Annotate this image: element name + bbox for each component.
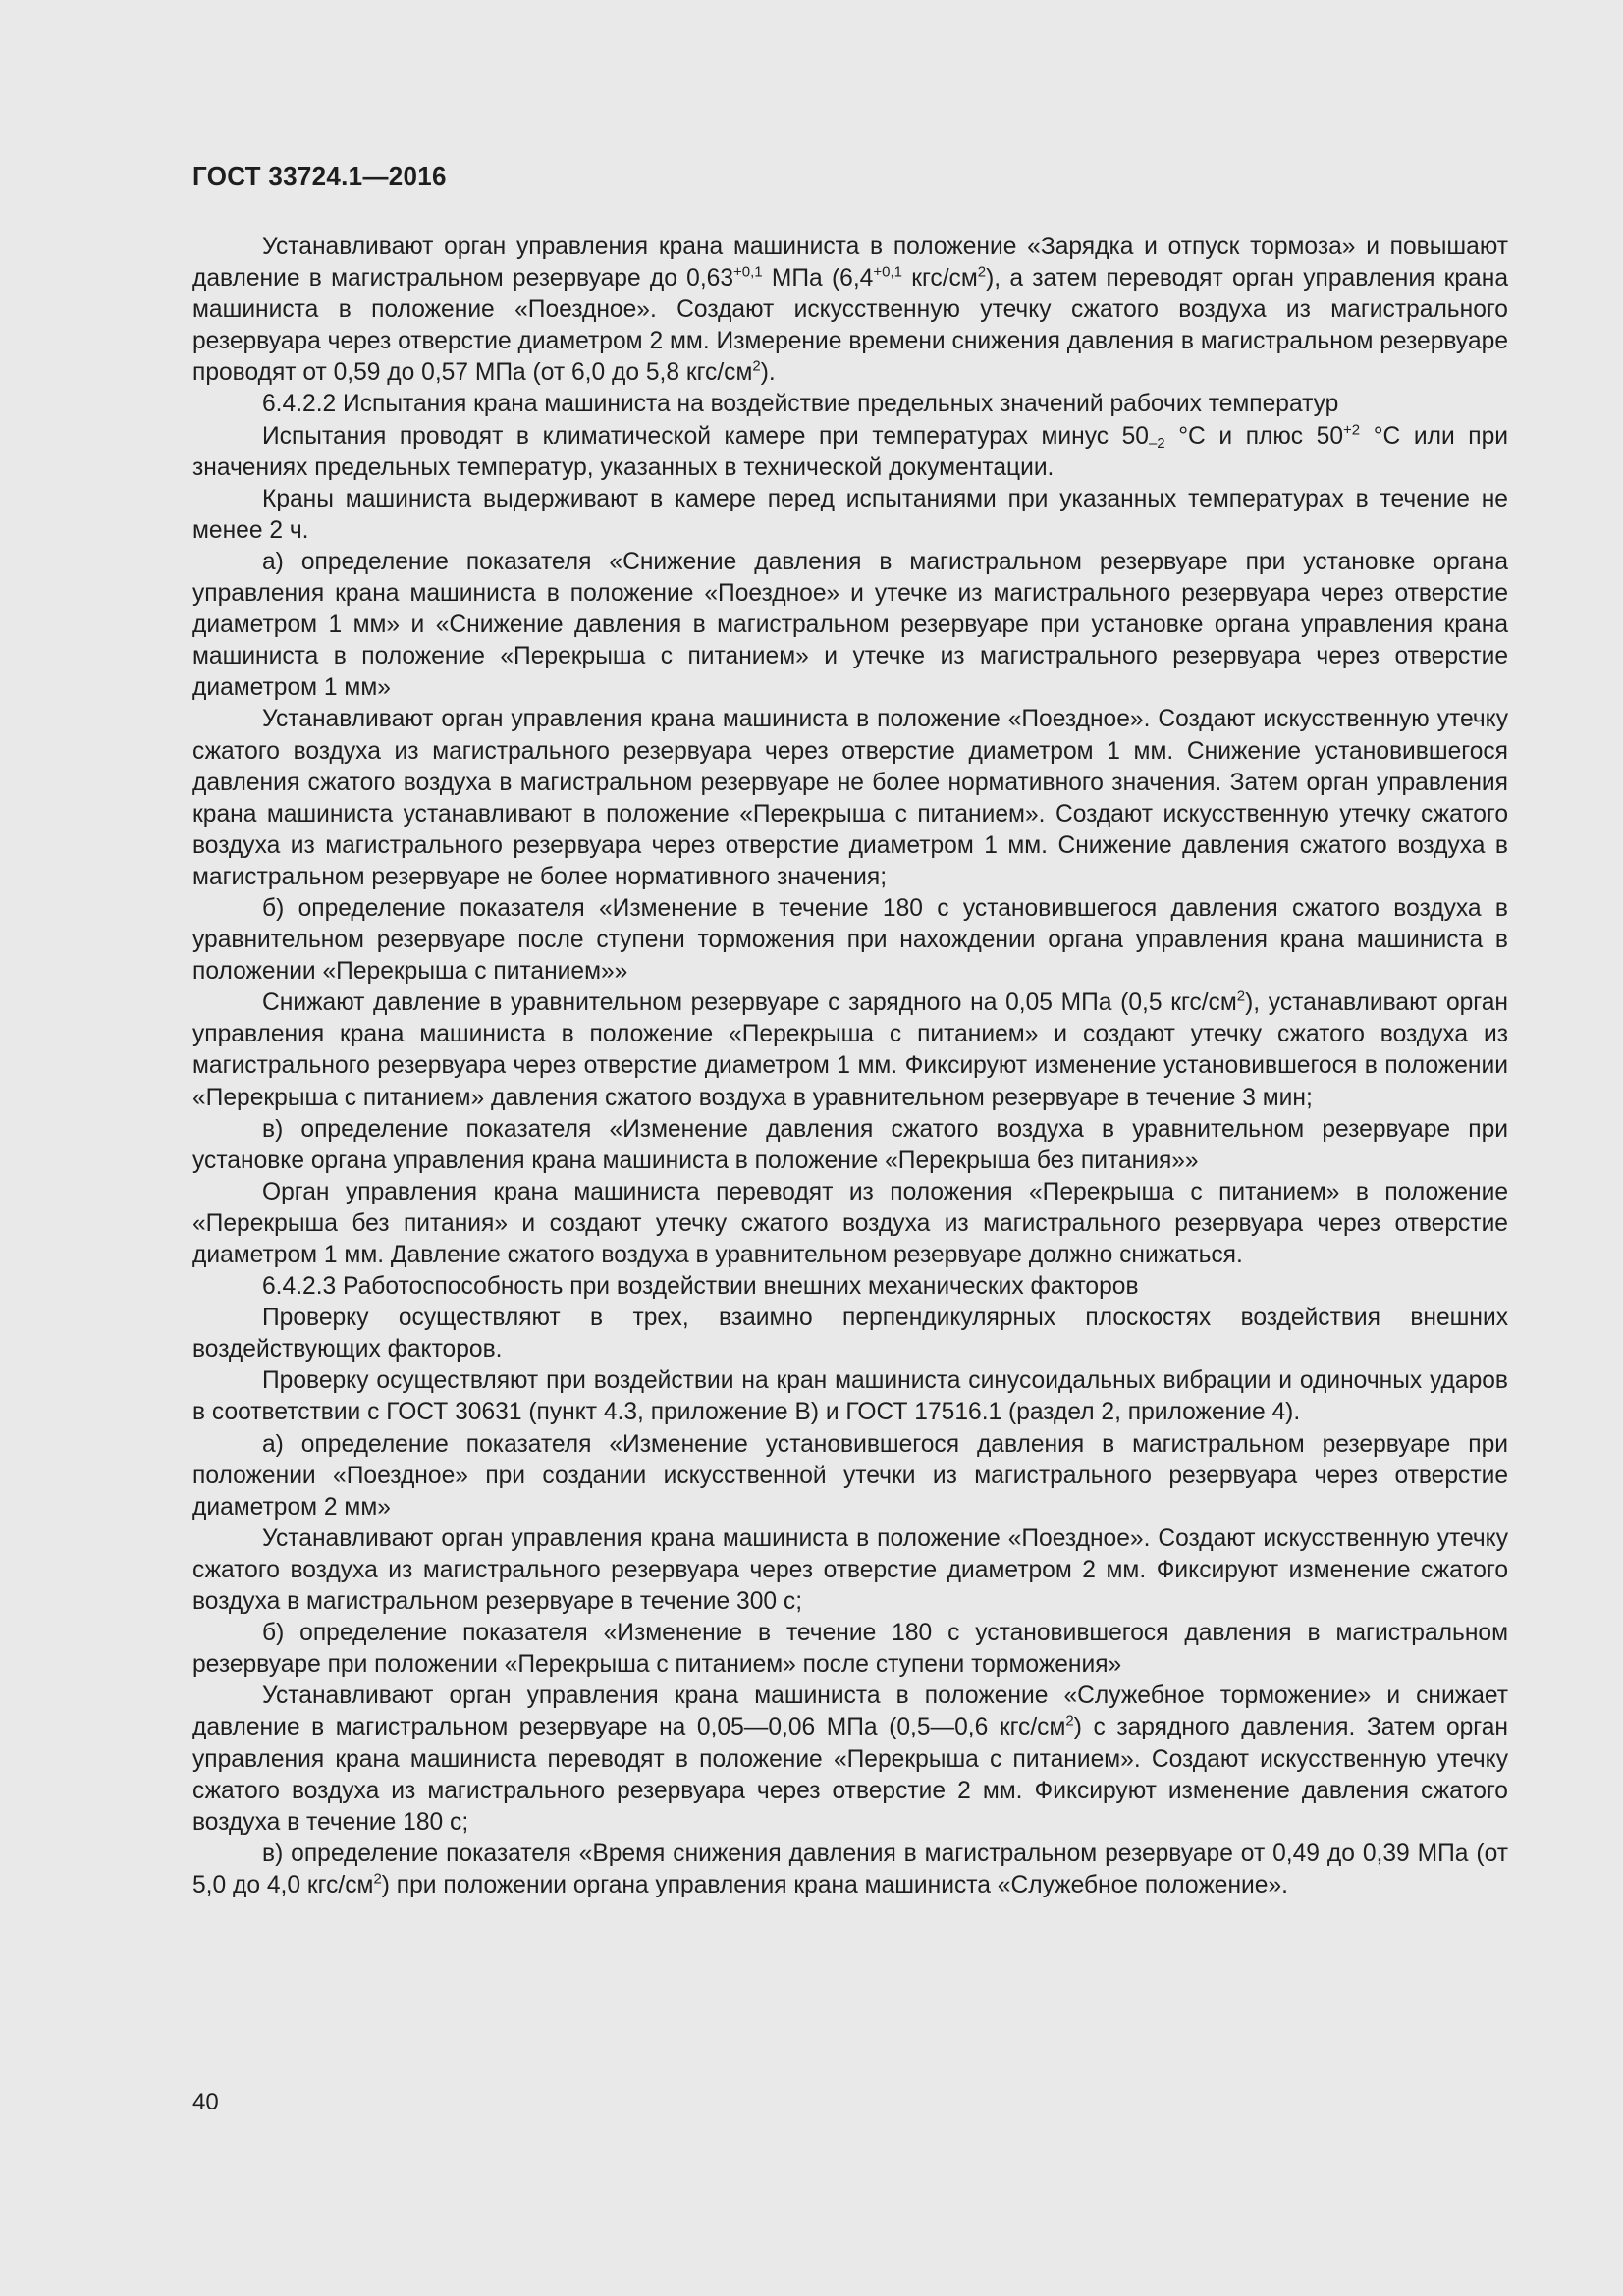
paragraph: [192, 1303, 1508, 1365]
text-run: ) при положении органа управления крана машиниста «Служебное положение».: [381, 1871, 1288, 1898]
text-run: в) определение показателя «Изменение давления сжатого воздуха в уравнительном резервуаре при установке органа управления крана машиниста в положение «Перекрыша без питания»»: [192, 1115, 1508, 1174]
subscript: –2: [1148, 434, 1165, 452]
text-run: ), устанавливают орган управления крана машиниста в положение «Перекрыша с питанием» и создают утечку сжатого воздуха из магистрального резервуара через отверстие диаметром 1 мм. Фиксируют изменение установившегося в положении «Перекрыша с питанием» давления сжатого воздуха в уравнительном резервуаре в течение 3 мин;: [192, 989, 1508, 1111]
paragraph: [192, 421, 1508, 484]
superscript: +0,1: [873, 263, 902, 281]
text-run: °С или при значениях предельных температур, указанных в технической документации.: [192, 422, 1508, 481]
superscript: 2: [1236, 988, 1246, 1005]
paragraph: [192, 1271, 1508, 1303]
paragraph: [192, 1681, 1508, 1838]
paragraph: [192, 1523, 1508, 1618]
document-body: [192, 232, 1508, 1901]
text-run: Краны машиниста выдерживают в камере перед испытаниями при указанных температурах в течение не менее 2 ч.: [192, 485, 1508, 544]
text-run: Испытания проводят в климатической камере при температурах минус 50: [262, 422, 1149, 450]
paragraph: [192, 1429, 1508, 1523]
superscript: +0,1: [733, 263, 763, 281]
paragraph: [192, 232, 1508, 389]
text-run: б) определение показателя «Изменение в течение 180 с установившегося давления в магистральном резервуаре при положении «Перекрыша с питанием» после ступени торможения»: [192, 1620, 1508, 1679]
paragraph: [192, 893, 1508, 988]
superscript: 2: [752, 358, 761, 376]
paragraph: [192, 704, 1508, 893]
paragraph: [192, 389, 1508, 420]
text-run: а) определение показателя «Изменение установившегося давления в магистральном резервуаре при положении «Поездное» при создании искусственной утечки из магистрального резервуара через отверстие диаметром 2 мм»: [192, 1430, 1508, 1521]
text-run: Устанавливают орган управления крана машиниста в положение «Служебное торможение» и снижает давление в магистральном резервуаре на 0,05—0,06 МПа (0,5—0,6 кгс/см: [192, 1682, 1508, 1741]
text-run: Проверку осуществляют при воздействии на кран машиниста синусоидальных вибрации и одиночных ударов в соответствии с ГОСТ 30631 (пункт 4.3, приложение В) и ГОСТ 17516.1 (раздел 2, приложение 4).: [192, 1367, 1508, 1426]
paragraph: [192, 547, 1508, 704]
document-header: ГОСТ 33724.1—2016: [192, 161, 447, 190]
text-run: ), а затем переводят орган управления крана машиниста в положение «Поездное». Создают искусственную утечку сжатого воздуха из магистрального резервуара через отверстие диаметром 2 мм. Измерение времени снижения давления в магистральном резервуаре проводят от 0,59 до 0,57 МПа (от 6,0 до 5,8 кгс/см: [192, 265, 1508, 387]
paragraph: [192, 1839, 1508, 1901]
text-run: МПа (6,4: [762, 265, 874, 293]
paragraph: [192, 484, 1508, 547]
superscript: 2: [1065, 1713, 1074, 1731]
paragraph: [192, 1114, 1508, 1177]
superscript: +2: [1343, 421, 1361, 439]
paragraph: [192, 1177, 1508, 1271]
text-run: б) определение показателя «Изменение в течение 180 с установившегося давления сжатого воздуха в уравнительном резервуаре после ступени торможения при нахождении органа управления крана машиниста в положении «Перекрыша с питанием»»: [192, 894, 1508, 986]
text-run: 6.4.2.3 Работоспособность при воздействии внешних механических факторов: [262, 1273, 1139, 1301]
text-run: °С и плюс 50: [1164, 422, 1344, 450]
text-run: Проверку осуществляют в трех, взаимно перпендикулярных плоскостях воздействия внешних воздействующих факторов.: [192, 1305, 1508, 1363]
text-run: ).: [760, 359, 776, 387]
text-run: Устанавливают орган управления крана машиниста в положение «Поездное». Создают искусственную утечку сжатого воздуха из магистрального резервуара через отверстие диаметром 2 мм. Фиксируют изменение сжатого воздуха в магистральном резервуаре в течение 300 с;: [192, 1524, 1508, 1616]
superscript: 2: [373, 1870, 382, 1888]
text-run: 6.4.2.2 Испытания крана машиниста на воздействие предельных значений рабочих температур: [262, 391, 1339, 418]
text-run: а) определение показателя «Снижение давления в магистральном резервуаре при установке органа управления крана машиниста в положение «Поездное» и утечке из магистрального резервуара через отверстие диаметром 1 мм» и «Снижение давления в магистральном резервуаре при установке органа управления крана машиниста в положение «Перекрыша с питанием» и утечке из магистрального резервуара через отверстие диаметром 1 мм»: [192, 548, 1508, 702]
text-run: в) определение показателя «Время снижения давления в магистральном резервуаре от 0,49 до 0,39 МПа (от 5,0 до 4,0 кгс/см: [192, 1840, 1508, 1898]
text-run: Снижают давление в уравнительном резервуаре с зарядного на 0,05 МПа (0,5 кгс/см: [262, 989, 1237, 1017]
text-run: Устанавливают орган управления крана машиниста в положение «Зарядка и отпуск тормоза» и повышают давление в магистральном резервуаре до 0,63: [192, 234, 1508, 293]
text-run: кгс/см: [901, 265, 978, 293]
paragraph: [192, 1365, 1508, 1428]
text-run: Устанавливают орган управления крана машиниста в положение «Поездное». Создают искусственную утечку сжатого воздуха из магистрального резервуара через отверстие диаметром 1 мм. Снижение установившегося давления сжатого воздуха в магистральном резервуаре не более нормативного значения. Затем орган управления крана машиниста устанавливают в положение «Перекрыша с питанием». Создают искусственную утечку сжатого воздуха из магистрального резервуара через отверстие диаметром 1 мм. Снижение давления сжатого воздуха в магистральном резервуаре не более нормативного значения;: [192, 706, 1508, 890]
superscript: 2: [977, 263, 987, 281]
paragraph: [192, 988, 1508, 1113]
text-run: ) с зарядного давления. Затем орган управления крана машиниста переводят в положение «Перекрыша с питанием». Создают искусственную утечку сжатого воздуха из магистрального резервуара через отверстие 2 мм. Фиксируют изменение давления сжатого воздуха в течение 180 с;: [192, 1714, 1508, 1836]
paragraph: [192, 1618, 1508, 1681]
text-run: Орган управления крана машиниста переводят из положения «Перекрыша с питанием» в положение «Перекрыша без питания» и создают утечку сжатого воздуха из магистрального резервуара через отверстие диаметром 1 мм. Давление сжатого воздуха в уравнительном резервуаре должно снижаться.: [192, 1178, 1508, 1268]
page-number: 40: [192, 2089, 219, 2115]
